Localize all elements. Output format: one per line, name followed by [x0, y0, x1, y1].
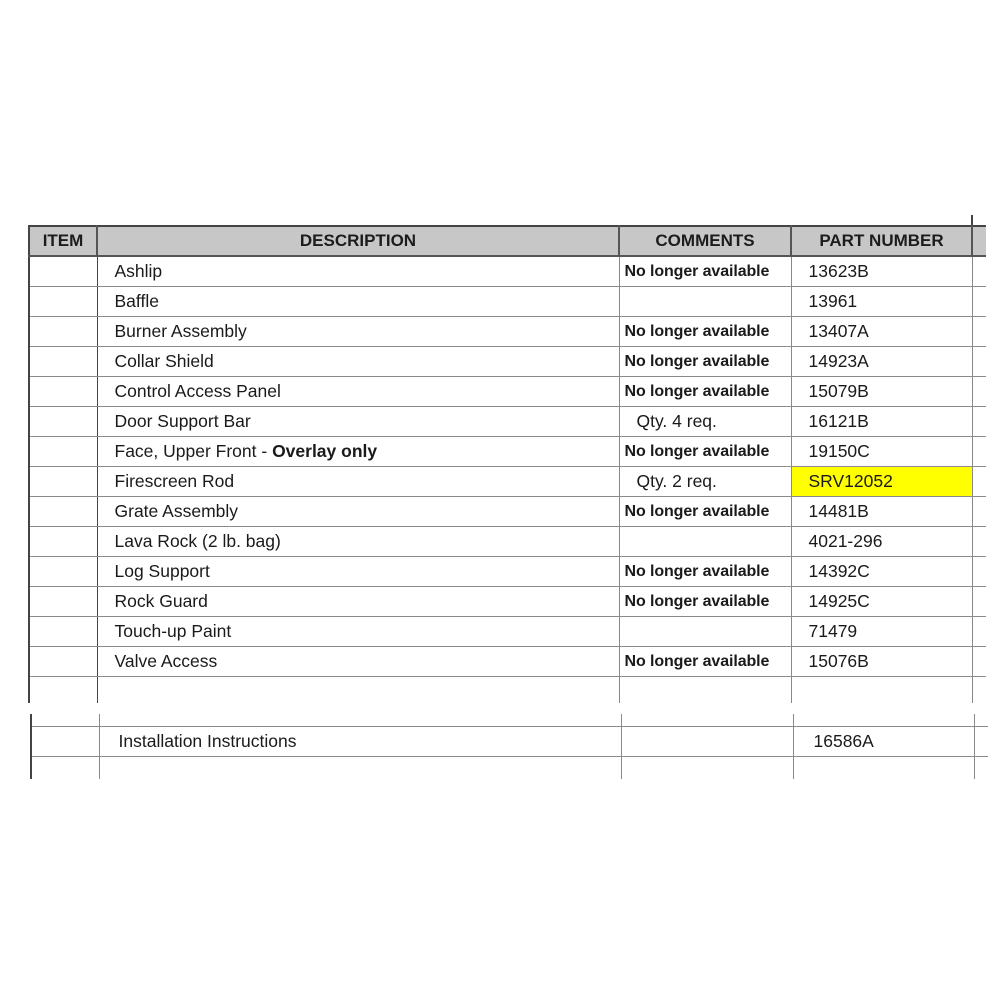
- item-cell: [29, 377, 97, 407]
- item-cell: [29, 647, 97, 677]
- part-number-cell: 4021-296: [791, 527, 972, 557]
- table-row: [29, 527, 986, 557]
- description-cell: Installation Instructions: [99, 727, 621, 757]
- comment-cell: No longer available: [619, 587, 791, 617]
- comment-cell: Qty. 2 req.: [619, 467, 791, 497]
- table-row: [29, 287, 986, 317]
- blank-row: [29, 677, 986, 704]
- part-number-cell: 16586A: [793, 727, 974, 757]
- description-text: Grate Assembly: [114, 501, 239, 521]
- comment-cell: Qty. 4 req.: [619, 407, 791, 437]
- comment-cell: [621, 727, 793, 757]
- item-cell: [29, 467, 97, 497]
- description-text: Rock Guard: [114, 591, 208, 611]
- item-cell: [29, 437, 97, 467]
- description-text: Ashlip: [114, 261, 163, 281]
- comment-cell: No longer available: [619, 437, 791, 467]
- item-cell: [29, 527, 97, 557]
- description-text: Baffle: [114, 291, 159, 311]
- item-cell: [29, 557, 97, 587]
- description-text: Collar Shield: [114, 351, 214, 371]
- description-cell: [97, 467, 619, 497]
- comment-cell: No longer available: [619, 256, 791, 287]
- comment-cell: No longer available: [619, 377, 791, 407]
- item-cell: [29, 407, 97, 437]
- table-row: [29, 467, 986, 497]
- part-number-cell: SRV12052: [791, 467, 972, 497]
- description-text: Burner Assembly: [114, 321, 247, 341]
- description-cell: [97, 437, 619, 467]
- table-row: [29, 497, 986, 527]
- header-description: DESCRIPTION: [97, 226, 619, 256]
- table-row: [29, 587, 986, 617]
- item-cell: [29, 317, 97, 347]
- part-number-cell: 71479: [791, 617, 972, 647]
- item-cell: [29, 587, 97, 617]
- description-text: Valve Access: [114, 651, 218, 671]
- header-row: [29, 226, 986, 256]
- description-text: Log Support: [114, 561, 210, 581]
- description-cell: [97, 256, 619, 287]
- part-number-cell: 14925C: [791, 587, 972, 617]
- table-row: [29, 437, 986, 467]
- item-cell: [29, 347, 97, 377]
- description-text: Control Access Panel: [114, 381, 281, 401]
- comment-cell: [619, 527, 791, 557]
- header-item: ITEM: [29, 226, 97, 256]
- item-cell: [31, 727, 99, 757]
- description-text: Face, Upper Front -: [114, 441, 273, 461]
- table-row: [29, 557, 986, 587]
- part-number-cell: 15079B: [791, 377, 972, 407]
- comment-cell: No longer available: [619, 317, 791, 347]
- part-number-cell: 13961: [791, 287, 972, 317]
- table-row: [29, 347, 986, 377]
- table-row: [29, 407, 986, 437]
- description-cell: [97, 377, 619, 407]
- description-text: Touch-up Paint: [114, 621, 232, 641]
- table-row: [31, 727, 988, 757]
- description-emphasis: Overlay only: [272, 441, 378, 461]
- description-cell: [97, 407, 619, 437]
- description-text: Lava Rock (2 lb. bag): [114, 531, 281, 551]
- part-number-cell: 13407A: [791, 317, 972, 347]
- table-row: [29, 377, 986, 407]
- spacer-row: [31, 757, 988, 780]
- part-number-cell: 19150C: [791, 437, 972, 467]
- header-part-number: PART NUMBER: [791, 226, 972, 256]
- table-row: [29, 617, 986, 647]
- part-number-cell: 13623B: [791, 256, 972, 287]
- description-cell: [97, 317, 619, 347]
- description-text: Firescreen Rod: [114, 471, 235, 491]
- description-cell: [97, 287, 619, 317]
- spacer-row: [31, 714, 988, 727]
- parts-table-continued: [30, 714, 988, 779]
- item-cell: [29, 287, 97, 317]
- header-comments: COMMENTS: [619, 226, 791, 256]
- comment-cell: No longer available: [619, 647, 791, 677]
- part-number-cell: 14923A: [791, 347, 972, 377]
- item-cell: [29, 256, 97, 287]
- parts-table: [28, 225, 986, 703]
- description-cell: [97, 557, 619, 587]
- comment-cell: No longer available: [619, 497, 791, 527]
- comment-cell: No longer available: [619, 557, 791, 587]
- table-row: [29, 317, 986, 347]
- comment-cell: [619, 617, 791, 647]
- header-extra: [972, 226, 986, 256]
- comment-cell: [619, 287, 791, 317]
- description-cell: [97, 617, 619, 647]
- part-number-cell: 14481B: [791, 497, 972, 527]
- description-cell: [97, 497, 619, 527]
- item-cell: [29, 497, 97, 527]
- description-cell: [97, 347, 619, 377]
- item-cell: [29, 617, 97, 647]
- table-row: [29, 256, 986, 287]
- comment-cell: No longer available: [619, 347, 791, 377]
- part-number-cell: 16121B: [791, 407, 972, 437]
- description-cell: [97, 587, 619, 617]
- description-cell: [97, 647, 619, 677]
- description-cell: [97, 527, 619, 557]
- part-number-cell: 15076B: [791, 647, 972, 677]
- description-text: Door Support Bar: [114, 411, 251, 431]
- table-row: [29, 647, 986, 677]
- part-number-cell: 14392C: [791, 557, 972, 587]
